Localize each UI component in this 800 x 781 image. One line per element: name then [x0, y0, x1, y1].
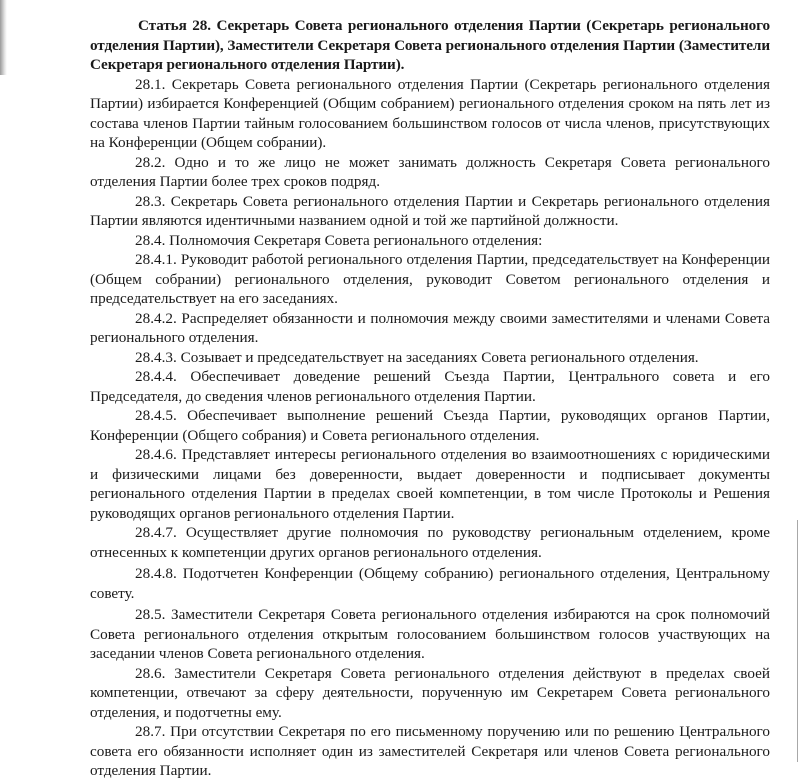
scan-edge-line: [797, 520, 798, 762]
paragraph-28-4-4: 28.4.4. Обеспечивает доведение решений Съезда Партии, Центрального совета и его Председателя, до сведения членов регионального отделения Партии.: [90, 368, 770, 405]
article-heading: Статья 28. Секретарь Совета регионального отделения Партии (Секретарь регионального отделения Партии), Заместители Секретаря Совета регионального отделения Партии (Заместители Секретаря регионального отделения Партии).: [90, 17, 770, 73]
document-page: [90, 16, 770, 781]
paragraph-28-4-3: 28.4.3. Созывает и председательствует на заседаниях Совета регионального отделения.: [135, 348, 699, 366]
paragraph-28-2: 28.2. Одно и то же лицо не может занимать должность Секретаря Совета регионального отделения Партии более трех сроков подряд.: [90, 153, 770, 190]
paragraph-28-4-6: 28.4.6. Представляет интересы регионального отделения во взаимоотношениях с юридическими и физическими лицами без доверенности, выдает доверенности и подписывает документы регионального отделения Партии в пределах своей компетенции, в том числе Протоколы и Решения руководящих органов регионального отделения Партии.: [90, 446, 770, 522]
paragraph-28-3: 28.3. Секретарь Совета регионального отделения Партии и Секретарь регионального отделения Партии являются идентичными названием одной и той же партийной должности.: [90, 192, 770, 229]
paragraph-28-5: 28.5. Заместители Секретаря Совета регионального отделения избираются на срок полномочий Совета регионального отделения открытым голосованием большинством голосов участвующих на заседании членов Совета регионального отделения.: [90, 606, 770, 662]
paragraph-28-4-7: 28.4.7. Осуществляет другие полномочия по руководству региональным отделением, кроме отнесенных к компетенции других органов регионального отделения.: [90, 524, 770, 561]
paragraph-28-1: 28.1. Секретарь Совета регионального отделения Партии (Секретарь регионального отделения Партии) избирается Конференцией (Общим собранием) регионального отделения сроком на пять лет из состава членов Партии тайным голосованием большинством голосов от числа членов, присутствующих на Конференции (Общем собрании).: [90, 75, 770, 151]
paragraph-28-4: 28.4. Полномочия Секретаря Совета регионального отделения:: [135, 231, 543, 249]
paragraph-28-6: 28.6. Заместители Секретаря Совета регионального отделения действуют в пределах своей компетенции, отвечают за сферу деятельности, порученную им Секретарем Совета регионального отделения, и подотчетны ему.: [90, 664, 770, 721]
paragraph-28-4-1: 28.4.1. Руководит работой регионального отделения Партии, председательствует на Конференции (Общем собрании) регионального отделения, руководит Советом регионального отделения и председательствует на его заседаниях.: [90, 251, 770, 307]
paragraph-28-4-5: 28.4.5. Обеспечивает выполнение решений Съезда Партии, руководящих органов Партии, Конференции (Общего собрания) и Совета регионального отделения.: [90, 407, 770, 444]
paragraph-28-4-8: 28.4.8. Подотчетен Конференции (Общему собранию) регионального отделения, Центральному совету.: [90, 565, 770, 602]
paragraph-28-7: 28.7. При отсутствии Секретаря по его письменному поручению или по решению Центрального совета его обязанности исполняет один из заместителей Секретаря или членов Совета регионального отделения Партии.: [90, 723, 770, 779]
paragraph-28-4-2: 28.4.2. Распределяет обязанности и полномочия между своими заместителями и членами Совета регионального отделения.: [90, 309, 770, 346]
scan-shadow: [0, 0, 7, 75]
